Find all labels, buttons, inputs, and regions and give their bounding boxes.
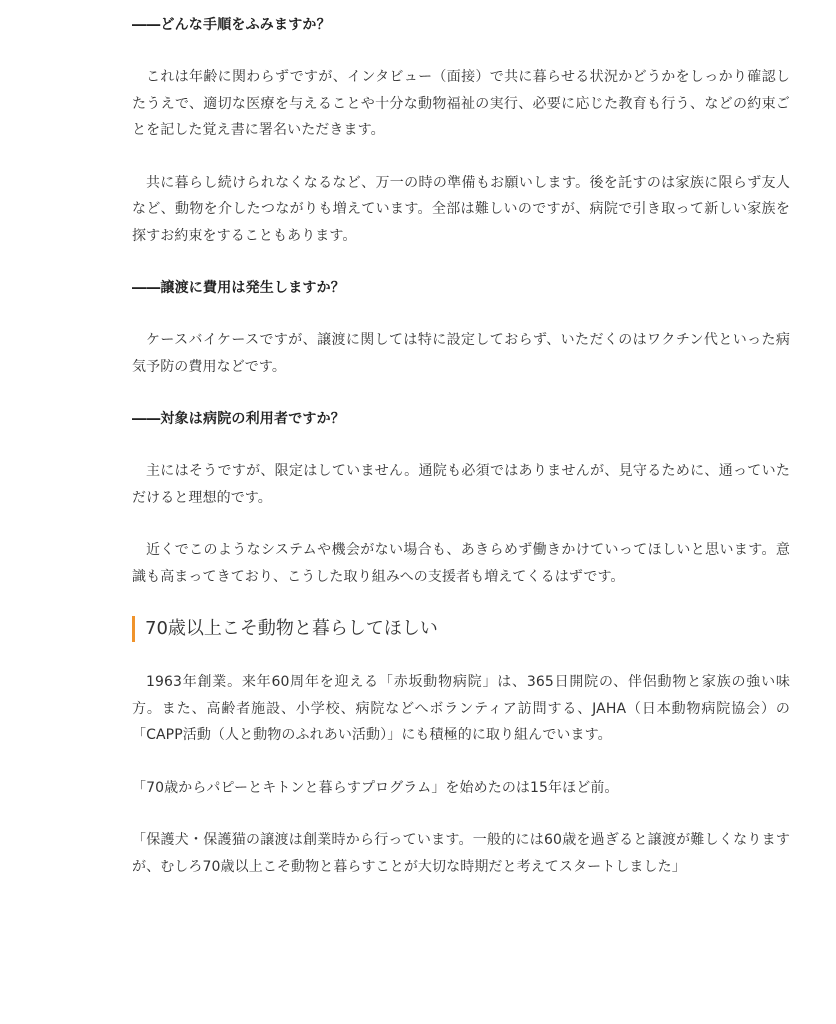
answer-paragraph: ケースバイケースですが、譲渡に関しては特に設定しておらず、いただくのはワクチン代といった病気予防の費用などです。 (132, 332, 790, 375)
answer-paragraph: 共に暮らし続けられなくなるなど、万一の時の準備もお願いします。後を託すのは家族に限らず友人など、動物を介したつながりも増えています。全部は難しいのですが、病院で引き取って新しい家族を探すお約束をすることもあります。 (132, 174, 790, 244)
answer-paragraph: これは年齢に関わらずですが、インタビュー（面接）で共に暮らせる状況かどうかをしっかり確認したうえで、適切な医療を与えることや十分な動物福祉の実行、必要に応じた教育も行う、などの約束ごとを記した覚え書に署名いただきます。 (132, 69, 790, 138)
question-heading-procedure: ――どんな手順をふみますか？ (132, 17, 331, 33)
section-paragraph: 1963年創業。来年60周年を迎える「赤坂動物病院」は、365日開院の、伴侶動物と家族の強い味方。また、高齢者施設、小学校、病院などへボランティア訪問する、JAHA（日本動物病院協会）の「CAPP活動（人と動物のふれあい活動）」にも積極的に取り組んでいます。 (132, 674, 790, 743)
article-body (132, 0, 790, 880)
question-heading-cost: ――譲渡に費用は発生しますか？ (132, 280, 345, 296)
answer-paragraph: 近くでこのようなシステムや機会がない場合も、あきらめず働きかけていってほしいと思います。意識も高まってきており、こうした取り組みへの支援者も増えてくるはずです。 (132, 542, 790, 585)
question-heading-eligibility: ――対象は病院の利用者ですか？ (132, 411, 345, 427)
answer-paragraph: 主にはそうですが、限定はしていません。通院も必須ではありませんが、見守るために、通っていただけると理想的です。 (132, 463, 790, 506)
section-paragraph-quote: 「保護犬・保護猫の譲渡は創業時から行っています。一般的には60歳を過ぎると譲渡が難しくなりますが、むしろ70歳以上こそ動物と暮らすことが大切な時期だと考えてスタートしました」 (132, 832, 790, 875)
section-paragraph: 「70歳からパピーとキトンと暮らすプログラム」を始めたのは15年ほど前。 (132, 779, 619, 796)
section-heading: 70歳以上こそ動物と暮らしてほしい (132, 616, 790, 642)
